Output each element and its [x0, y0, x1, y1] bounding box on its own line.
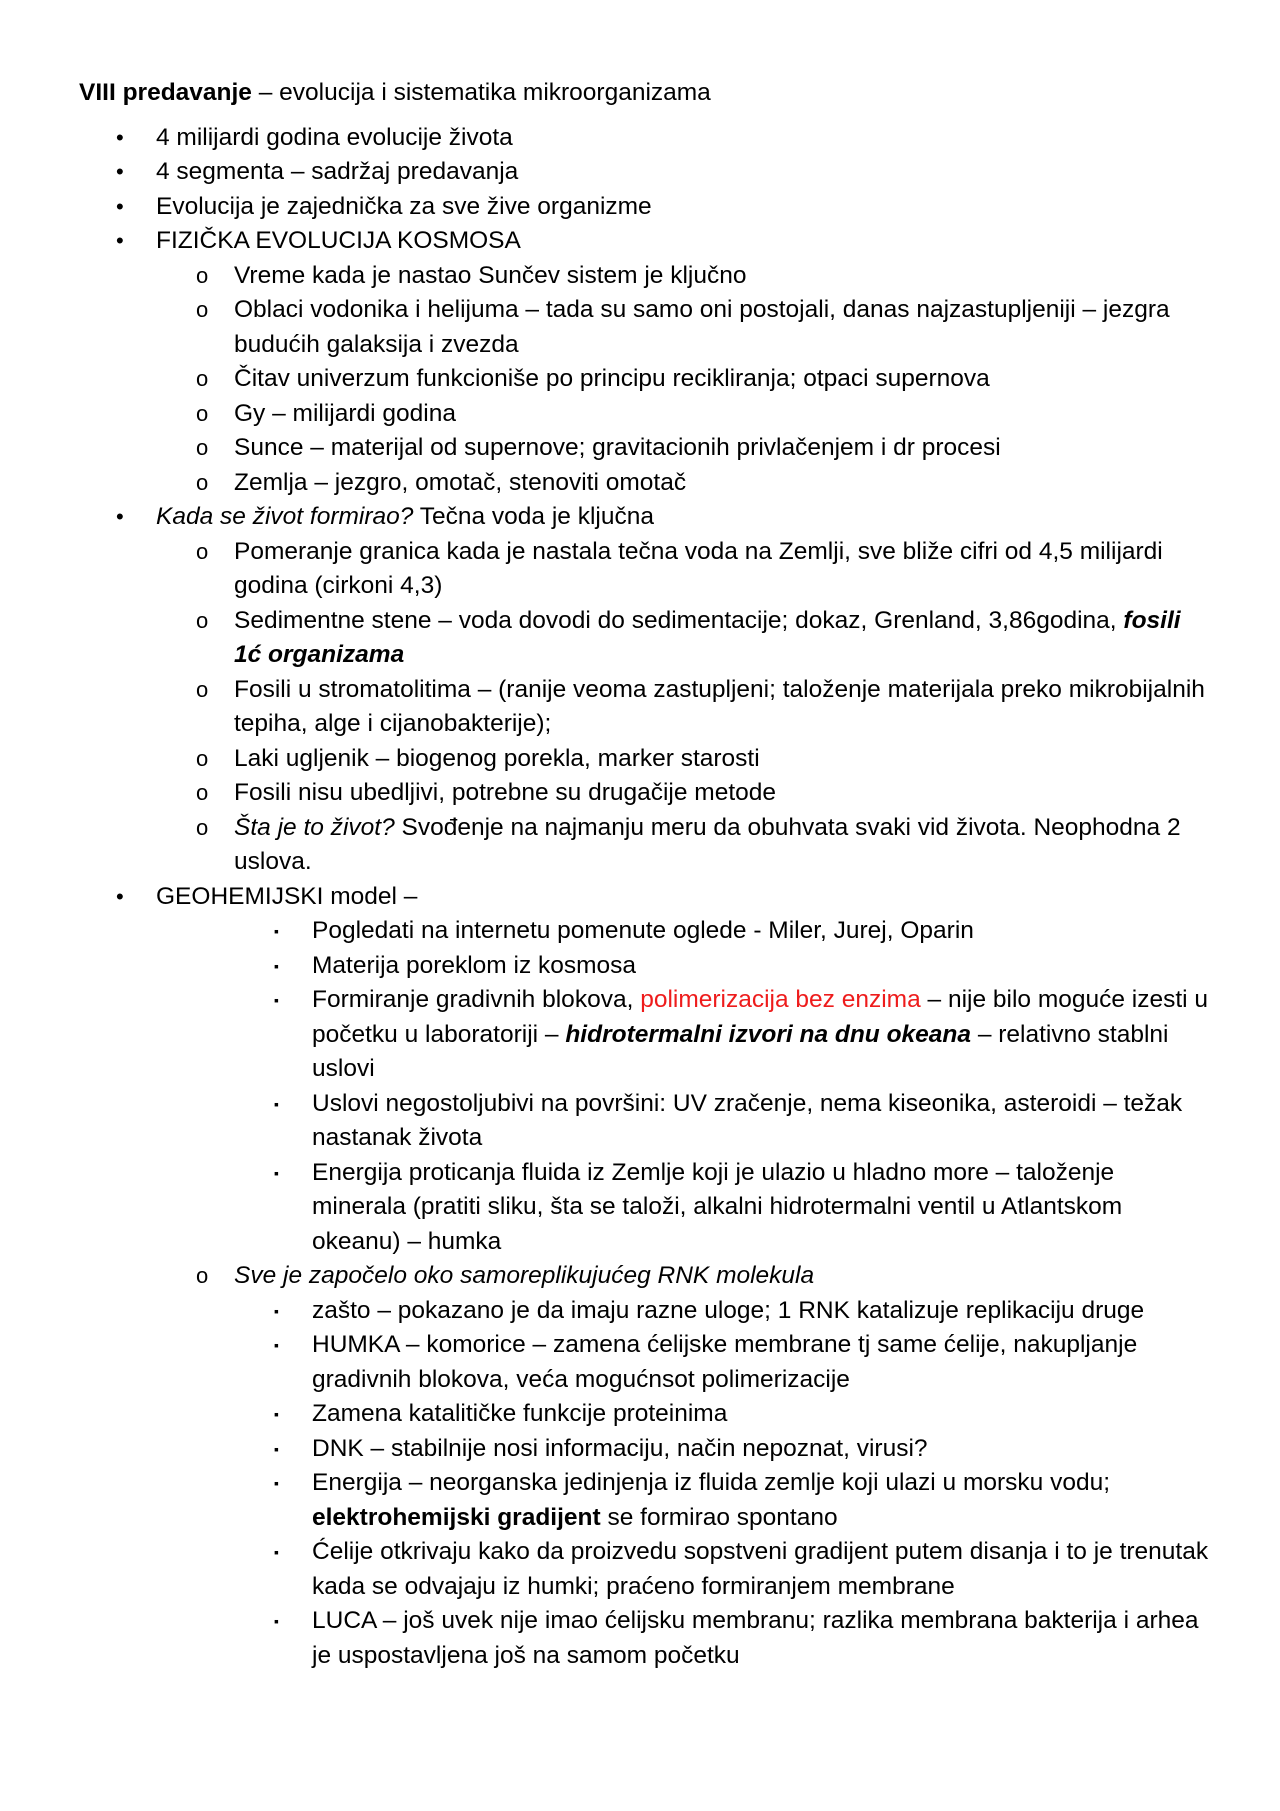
list-item-text: Energija – neorganska jedinjenja iz fluida zemlje koji ulazi u morsku vodu; — [312, 1469, 1111, 1496]
list-item-text: Pomeranje granica kada je nastala tečna voda na Zemlji, sve bliže cifri od 4,5 milijardi godina (cirkoni 4,3) — [234, 537, 1163, 599]
list-item-text: Šta je to život? — [234, 813, 395, 841]
list-item-text: Tečna voda je ključna — [413, 503, 654, 530]
circle-bullet-icon: o — [196, 400, 209, 426]
square-bullet-icon: ▪ — [274, 923, 279, 939]
list-item-text: – relativno stablni uslovi — [312, 1020, 1169, 1082]
list-item-text: hidrotermalni izvori na dnu okeana — [565, 1020, 972, 1048]
list-item — [79, 431, 1209, 466]
square-bullet-icon: ▪ — [274, 1544, 279, 1560]
list-item — [79, 949, 1209, 984]
square-bullet-icon: ▪ — [274, 1475, 279, 1491]
list-item-text: zašto – pokazano je da imaju razne uloge; 1 RNK katalizuje replikaciju druge — [312, 1296, 1145, 1324]
list-item-text: 4 milijardi godina evolucije života — [156, 123, 513, 151]
list-item — [79, 190, 1209, 225]
list-item — [79, 1294, 1209, 1329]
list-item-text: Materija poreklom iz kosmosa — [312, 951, 637, 979]
list-item — [79, 776, 1209, 811]
list-item — [79, 1432, 1209, 1467]
bullet-icon: • — [116, 883, 124, 909]
circle-bullet-icon: o — [196, 745, 209, 771]
list-item-text: fosili 1ć organizama — [234, 606, 1181, 668]
list-item-text: Kada se život formirao? — [156, 503, 414, 530]
list-item — [79, 604, 1209, 673]
list-item-text: DNK – stabilnije nosi informaciju, način nepoznat, virusi? — [312, 1434, 928, 1462]
list-item-text: Sunce – materijal od supernove; gravitacionih privlačenjem i dr procesi — [234, 434, 1001, 461]
circle-bullet-icon: o — [196, 814, 209, 840]
list-item-text: Vreme kada je nastao Sunčev sistem je ključno — [234, 261, 747, 289]
list-item-text: Gy – milijardi godina — [234, 399, 456, 427]
list-item-text: Fosili u stromatolitima – (ranije veoma zastupljeni; taloženje materijala preko mikrobijalnih tepiha, alge i cijanobakterije); — [234, 675, 1205, 737]
list-item-text: HUMKA – komorice – zamena ćelijske membrane tj same ćelije, nakupljanje gradivnih blokova, veća mogućnsot polimerizacije — [312, 1331, 1138, 1393]
list-item-text: polimerizacija bez enzima — [640, 986, 921, 1013]
list-item — [79, 397, 1209, 432]
list-item-text: Ćelije otkrivaju kako da proizvedu sopstveni gradijent putem disanja i to je trenutak kada se odvajaju iz humki; praćeno formiranjem membrane — [312, 1538, 1209, 1600]
square-bullet-icon: ▪ — [274, 1164, 279, 1181]
bullet-icon: • — [116, 124, 124, 150]
list-item — [79, 1604, 1209, 1673]
list-item — [79, 293, 1209, 362]
list-item — [79, 880, 1209, 915]
circle-bullet-icon: o — [196, 538, 209, 564]
list-item-text: Oblaci vodonika i helijuma – tada su samo oni postojali, danas najzastupljeniji – jezgra budućih galaksija i zvezda — [234, 296, 1170, 358]
page-title — [79, 76, 1209, 111]
square-bullet-icon: ▪ — [274, 1440, 279, 1457]
list-item — [79, 983, 1209, 1087]
title-bold: VIII predavanje — [79, 79, 252, 106]
list-item-text: elektrohemijski gradijent — [312, 1503, 601, 1531]
list-item — [79, 1397, 1209, 1432]
list-item — [79, 362, 1209, 397]
list-item — [79, 224, 1209, 259]
list-item-text: Sedimentne stene – voda dovodi do sedimentacije; dokaz, Grenland, 3,86godina, — [234, 606, 1124, 634]
list-item — [79, 1087, 1209, 1156]
list-item — [79, 121, 1209, 156]
list-item-text: Evolucija je zajednička za sve žive organizme — [156, 192, 652, 220]
list-item — [79, 1156, 1209, 1260]
bullet-icon: • — [116, 193, 124, 219]
list-item-text: se formirao spontano — [600, 1503, 838, 1531]
list-item — [79, 259, 1209, 294]
circle-bullet-icon: o — [196, 469, 209, 495]
list-item-text: LUCA – još uvek nije imao ćelijsku membranu; razlika membrana bakterija i arhea je uspostavljena još na samom početku — [312, 1607, 1199, 1669]
list-item — [79, 1259, 1209, 1294]
square-bullet-icon: ▪ — [274, 1095, 279, 1112]
list-item-text: Pogledati na internetu pomenute oglede - Miler, Jurej, Oparin — [312, 917, 974, 944]
list-item-text: FIZIČKA EVOLUCIJA KOSMOSA — [156, 227, 521, 254]
list-item — [79, 535, 1209, 604]
circle-bullet-icon: o — [196, 366, 209, 391]
bullet-icon: • — [116, 159, 124, 184]
circle-bullet-icon: o — [196, 262, 209, 288]
list-item-text: Uslovi negostoljubivi na površini: UV zračenje, nema kiseonika, asteroidi – težak nastanak života — [312, 1089, 1183, 1151]
list-item-text: Fosili nisu ubedljivi, potrebne su drugačije metode — [234, 779, 777, 806]
circle-bullet-icon: o — [196, 1263, 209, 1288]
list-item-text: Zemlja – jezgro, omotač, stenoviti omotač — [234, 468, 687, 496]
list-item-text: Energija proticanja fluida iz Zemlje koji je ulazio u hladno more – taloženje minerala (pratiti sliku, šta se taloži, alkalni hidrotermalni ventil u Atlantskom okeanu) – humka — [312, 1158, 1123, 1255]
square-bullet-icon: ▪ — [274, 1613, 279, 1629]
circle-bullet-icon: o — [196, 607, 209, 633]
bullet-icon: • — [116, 504, 124, 529]
square-bullet-icon: ▪ — [274, 1337, 279, 1353]
list-item — [79, 500, 1209, 535]
list-item-text: Čitav univerzum funkcioniše po principu recikliranja; otpaci supernova — [234, 365, 990, 392]
list-item-text: GEOHEMIJSKI model – — [156, 882, 418, 910]
list-item — [79, 1328, 1209, 1397]
square-bullet-icon: ▪ — [274, 1406, 279, 1422]
list-item — [79, 1466, 1209, 1535]
list-item-text: Zamena katalitičke funkcije proteinima — [312, 1400, 728, 1427]
list-item — [79, 811, 1209, 880]
notes-list — [79, 121, 1209, 1674]
circle-bullet-icon: o — [196, 297, 209, 322]
list-item — [79, 914, 1209, 949]
list-item-text: Sve je započelo oko samoreplikujućeg RNK molekula — [234, 1262, 815, 1289]
list-item-text: – nije bilo moguće izesti u početku u laboratoriji – — [312, 986, 1209, 1048]
square-bullet-icon: ▪ — [274, 1302, 279, 1319]
list-item-text: Svođenje na najmanju meru da obuhvata svaki vid života. Neophodna 2 uslova. — [234, 813, 1181, 875]
square-bullet-icon: ▪ — [274, 957, 279, 974]
document-page — [79, 76, 1209, 1673]
list-item — [79, 1535, 1209, 1604]
list-item — [79, 466, 1209, 501]
circle-bullet-icon: o — [196, 676, 209, 702]
circle-bullet-icon: o — [196, 435, 209, 460]
list-item-text: Formiranje gradivnih blokova, — [312, 986, 641, 1013]
list-item — [79, 673, 1209, 742]
title-rest: – evolucija i sistematika mikroorganizama — [251, 79, 711, 106]
bullet-icon: • — [116, 228, 124, 253]
list-item-text: Laki ugljenik – biogenog porekla, marker starosti — [234, 744, 760, 772]
square-bullet-icon: ▪ — [274, 992, 279, 1008]
circle-bullet-icon: o — [196, 780, 209, 805]
list-item — [79, 742, 1209, 777]
list-item — [79, 155, 1209, 190]
list-item-text: 4 segmenta – sadržaj predavanja — [156, 158, 519, 185]
